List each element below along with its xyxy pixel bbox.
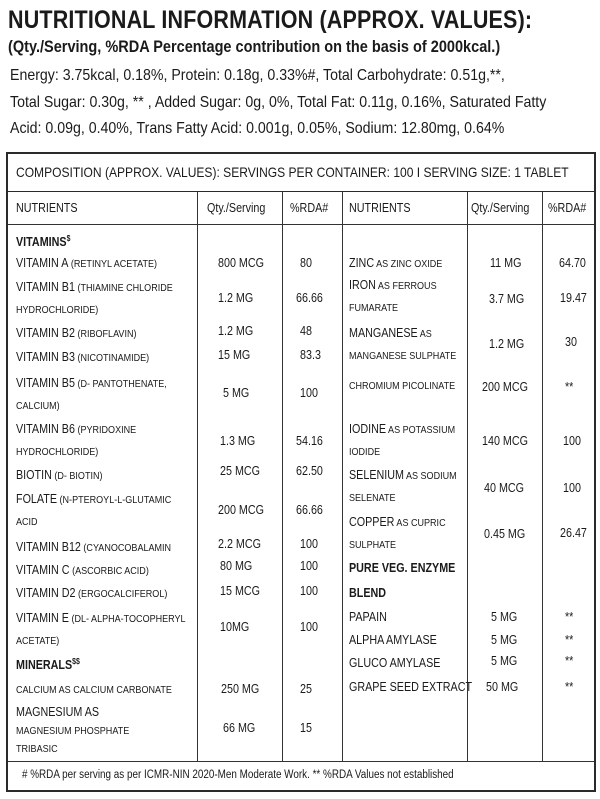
page-subtitle: (Qty./Serving, %RDA Percentage contribution on the basis of 2000kcal.) bbox=[8, 38, 501, 56]
qty-value: 1.2 MG bbox=[489, 337, 525, 351]
nutrient-name: GLUCO AMYLASE bbox=[349, 656, 441, 670]
rda-value: 83.3 bbox=[300, 348, 321, 362]
nutrient-detail: MANGANESE SULPHATE bbox=[349, 350, 457, 362]
qty-value: 80 MG bbox=[220, 559, 253, 573]
nutrient-name: CALCIUM AS CALCIUM CARBONATE bbox=[16, 684, 172, 696]
nutrient-detail: TRIBASIC bbox=[16, 743, 58, 755]
qty-value: 25 MCG bbox=[220, 464, 261, 478]
col-header-rda: %RDA# bbox=[290, 201, 329, 215]
footer-divider bbox=[8, 761, 594, 762]
qty-value: 1.3 MG bbox=[220, 434, 256, 448]
col-header-rda: %RDA# bbox=[548, 201, 587, 215]
summary-line: Energy: 3.75kcal, 0.18%, Protein: 0.18g, 0.33%#, Total Carbohydrate: 0.51g,**, bbox=[10, 67, 505, 84]
qty-value: 1.2 MG bbox=[218, 291, 254, 305]
qty-value: 140 MCG bbox=[482, 434, 529, 448]
qty-value: 66 MG bbox=[223, 721, 256, 735]
nutrient-name: VITAMIN B6 (PYRIDOXINE bbox=[16, 422, 137, 436]
nutrient-detail: ACID bbox=[16, 516, 38, 528]
column-divider bbox=[197, 192, 198, 761]
rda-value: 19.47 bbox=[560, 291, 587, 305]
qty-value: 250 MG bbox=[221, 682, 260, 696]
qty-value: 15 MCG bbox=[220, 584, 261, 598]
rda-value: ** bbox=[565, 654, 574, 668]
composition-header bbox=[8, 154, 594, 192]
page-title: NUTRITIONAL INFORMATION (APPROX. VALUES): bbox=[8, 6, 533, 34]
nutrient-name: MANGANESE AS bbox=[349, 326, 432, 340]
col-header-nutrients: NUTRIENTS bbox=[16, 201, 78, 215]
nutrient-name: VITAMIN B5 (D- PANTOTHENATE, bbox=[16, 376, 167, 390]
vitamins-heading: VITAMINS$ bbox=[16, 234, 71, 250]
enzyme-blend-heading: BLEND bbox=[349, 586, 387, 600]
nutrition-summary bbox=[10, 63, 576, 143]
rda-value: 100 bbox=[300, 584, 318, 598]
composition-header-text: COMPOSITION (APPROX. VALUES): SERVINGS PER CONTAINER: 100 I SERVING SIZE: 1 TABLET bbox=[16, 164, 569, 180]
header-divider bbox=[8, 224, 594, 225]
nutrient-detail: IODIDE bbox=[349, 446, 381, 458]
qty-value: 10MG bbox=[220, 620, 250, 634]
nutrient-name: CHROMIUM PICOLINATE bbox=[349, 380, 456, 392]
qty-value: 5 MG bbox=[491, 633, 518, 647]
column-divider bbox=[542, 192, 543, 761]
rda-value: 80 bbox=[300, 256, 312, 270]
nutrient-name: VITAMIN B3 (NICOTINAMIDE) bbox=[16, 350, 150, 364]
qty-value: 0.45 MG bbox=[484, 527, 526, 541]
nutrient-name: PAPAIN bbox=[349, 610, 387, 624]
nutrient-name: VITAMIN B2 (RIBOFLAVIN) bbox=[16, 326, 137, 340]
rda-value: ** bbox=[565, 380, 574, 394]
rda-value: ** bbox=[565, 610, 574, 624]
rda-value: 25 bbox=[300, 682, 312, 696]
col-header-nutrients: NUTRIENTS bbox=[349, 201, 411, 215]
col-header-qty: Qty./Serving bbox=[471, 201, 530, 215]
qty-value: 2.2 MCG bbox=[218, 537, 262, 551]
rda-value: 100 bbox=[563, 434, 581, 448]
minerals-heading: MINERALS$$ bbox=[16, 657, 80, 673]
qty-value: 50 MG bbox=[486, 680, 519, 694]
qty-value: 200 MCG bbox=[482, 380, 529, 394]
qty-value: 3.7 MG bbox=[489, 292, 525, 306]
rda-value: 100 bbox=[300, 386, 318, 400]
rda-value: 30 bbox=[565, 335, 577, 349]
col-header-qty: Qty./Serving bbox=[207, 201, 266, 215]
nutrient-detail: MAGNESIUM PHOSPHATE bbox=[16, 725, 130, 737]
rda-value: 100 bbox=[300, 537, 318, 551]
rda-value: 26.47 bbox=[560, 526, 587, 540]
nutrient-name: VITAMIN B12 (CYANOCOBALAMIN bbox=[16, 540, 172, 554]
qty-value: 5 MG bbox=[491, 610, 518, 624]
qty-value: 800 MCG bbox=[218, 256, 265, 270]
column-divider bbox=[342, 192, 343, 761]
nutrient-detail: SELENATE bbox=[349, 492, 396, 504]
nutrient-name: COPPER AS CUPRIC bbox=[349, 515, 446, 529]
rda-value: 66.66 bbox=[296, 291, 323, 305]
nutrient-name: VITAMIN B1 (THIAMINE CHLORIDE bbox=[16, 280, 173, 294]
qty-value: 15 MG bbox=[218, 348, 251, 362]
summary-line: Total Sugar: 0.30g, ** , Added Sugar: 0g, 0%, Total Fat: 0.11g, 0.16%, Saturated Fatty bbox=[10, 93, 547, 111]
qty-value: 200 MCG bbox=[218, 503, 265, 517]
nutrient-name: VITAMIN E (DL- ALPHA-TOCOPHERYL bbox=[16, 611, 186, 625]
nutrient-name: FOLATE (N-PTEROYL-L-GLUTAMIC bbox=[16, 492, 172, 506]
nutrient-detail: FUMARATE bbox=[349, 302, 399, 314]
nutrient-detail: SULPHATE bbox=[349, 539, 397, 551]
qty-value: 1.2 MG bbox=[218, 324, 254, 338]
nutrient-detail: CALCIUM) bbox=[16, 400, 60, 412]
nutrient-name: VITAMIN C (ASCORBIC ACID) bbox=[16, 563, 149, 577]
rda-value: ** bbox=[565, 633, 574, 647]
nutrient-name: ZINC AS ZINC OXIDE bbox=[349, 256, 443, 270]
rda-value: 100 bbox=[563, 481, 581, 495]
nutrient-name: MAGNESIUM AS bbox=[16, 705, 100, 719]
nutrient-name: IODINE AS POTASSIUM bbox=[349, 422, 456, 436]
nutrient-name: IRON AS FERROUS bbox=[349, 278, 437, 292]
qty-value: 40 MCG bbox=[484, 481, 525, 495]
nutrient-name: VITAMIN D2 (ERGOCALCIFEROL) bbox=[16, 586, 168, 600]
rda-value: ** bbox=[565, 680, 574, 694]
rda-value: 48 bbox=[300, 324, 312, 338]
rda-value: 66.66 bbox=[296, 503, 323, 517]
summary-line: Acid: 0.09g, 0.40%, Trans Fatty Acid: 0.001g, 0.05%, Sodium: 12.80mg, 0.64% bbox=[10, 120, 505, 137]
composition-table bbox=[6, 152, 596, 792]
rda-value: 64.70 bbox=[559, 256, 586, 270]
nutrient-name: ALPHA AMYLASE bbox=[349, 633, 437, 647]
rda-value: 15 bbox=[300, 721, 312, 735]
rda-value: 100 bbox=[300, 559, 318, 573]
rda-value: 62.50 bbox=[296, 464, 323, 478]
enzyme-blend-heading: PURE VEG. ENZYME bbox=[349, 561, 456, 575]
column-divider bbox=[467, 192, 468, 761]
nutrient-name: VITAMIN A (RETINYL ACETATE) bbox=[16, 256, 158, 270]
qty-value: 5 MG bbox=[223, 386, 250, 400]
qty-value: 11 MG bbox=[490, 256, 522, 270]
nutrient-name: SELENIUM AS SODIUM bbox=[349, 468, 457, 482]
footnote: # %RDA per serving as per ICMR-NIN 2020-Men Moderate Work. ** %RDA Values not established bbox=[22, 769, 454, 781]
column-divider bbox=[282, 192, 283, 761]
nutrient-detail: ACETATE) bbox=[16, 635, 60, 647]
nutrient-detail: HYDROCHLORIDE) bbox=[16, 304, 99, 316]
rda-value: 100 bbox=[300, 620, 318, 634]
nutrient-name: BIOTIN (D- BIOTIN) bbox=[16, 468, 103, 482]
qty-value: 5 MG bbox=[491, 654, 518, 668]
nutrient-name: GRAPE SEED EXTRACT bbox=[349, 680, 473, 694]
nutrient-detail: HYDROCHLORIDE) bbox=[16, 446, 99, 458]
rda-value: 54.16 bbox=[296, 434, 323, 448]
